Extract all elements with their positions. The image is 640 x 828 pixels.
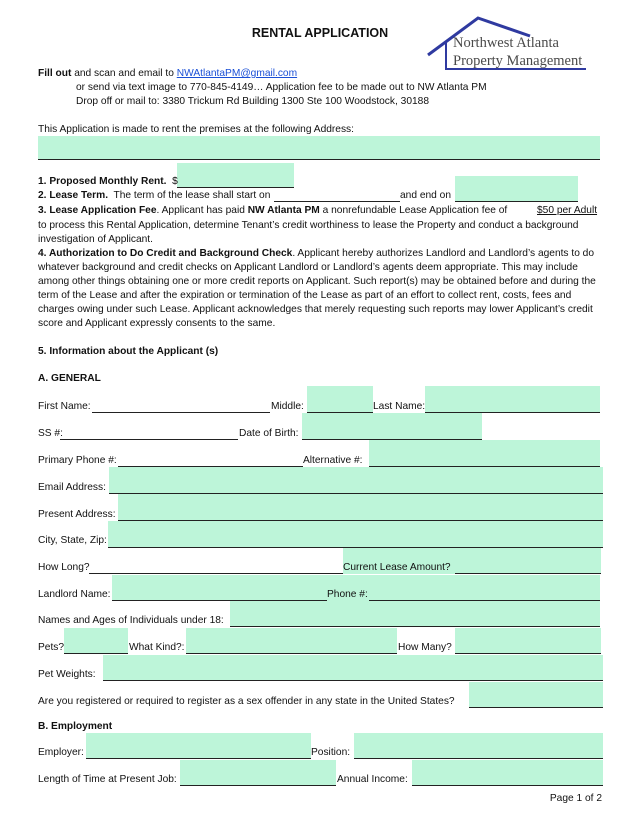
pets-label: Pets? [38,642,65,653]
address-underline [38,159,600,160]
company-name: NW Atlanta PM [247,205,320,216]
first-name-label: First Name: [38,401,91,412]
fill-out-label: Fill out [38,68,72,79]
address-field[interactable] [38,136,600,160]
sex-offender-field[interactable] [469,682,603,708]
page-title: RENTAL APPLICATION [251,26,389,40]
position-field[interactable] [354,733,603,759]
middle-name-field[interactable] [307,386,373,412]
pet-weights-underline [103,680,603,681]
middle-name-label: Middle: [271,401,304,412]
fee-amount: $50 per Adult [537,205,598,216]
pet-count-label: How Many? [398,642,452,653]
ss-label: SS #: [38,428,63,439]
primary-phone-label: Primary Phone #: [38,455,117,466]
email-field[interactable] [109,467,603,493]
current-lease-field[interactable] [455,573,601,574]
pet-weights-field[interactable] [103,655,603,681]
fee-text-2: a nonrefundable Lease Application fee of [319,205,508,216]
minors-underline [230,626,600,627]
pets-field[interactable] [64,628,128,654]
monthly-rent-field[interactable] [177,163,294,187]
pet-weights-label: Pet Weights: [38,669,96,680]
intro-text: and scan and email to [71,68,177,79]
minors-label: Names and Ages of Individuals under 18: [38,615,224,626]
general-heading [38,373,101,384]
section-1 [38,176,178,187]
city-state-zip-field[interactable] [108,521,603,547]
sex-offender-label: Are you registered or required to register as a sex offender in any state in the United States? [38,696,455,707]
annual-income-label: Annual Income: [337,774,408,785]
lease-end-underline [455,201,578,202]
dollar-sign: $ [172,176,178,187]
lease-end-field[interactable] [455,176,578,201]
authorization-text: . Applicant hereby authorizes Landlord and Landlord’s agents to do whatever background and credit checks on Applicant Landlord or Landlord’s agents deem appropriate. This may include among other things obtaining one or more credit reports on Applicant. Such report(s) may be obtained before and during the term of the Lease and after the expiration or termination of the Lease as part of an effort to collect rent, costs, fees and charges owing under such Lease. Applicant acknowledges that merely requesting such reports may lower Applicant’s credit score and Applicant expressly consents to the same. [38,248,596,330]
intro-line-2: or send via text image to 770-845-4149… Application fee to be made out to NW Atlanta PM [76,82,487,93]
first-name-field[interactable] [92,412,270,413]
landlord-phone-label: Phone #: [327,589,368,600]
how-long-label: How Long? [38,562,90,573]
page-number: Page 1 of 2 [549,793,602,804]
section-3 [38,205,507,216]
address-prompt: This Application is made to rent the premises at the following Address: [38,124,354,135]
last-name-label: Last Name: [373,401,426,412]
current-lease-label: Current Lease Amount? [343,562,451,573]
employment-heading-text: B. Employment [38,721,113,732]
job-length-label: Length of Time at Present Job: [38,774,177,785]
lease-end-label: and end on [400,190,451,201]
pet-kind-underline [186,653,397,654]
section-4 [38,247,604,332]
sex-offender-underline [469,707,603,708]
applicant-info-label: 5. Information about the Applicant (s) [38,346,219,357]
section-5 [38,346,218,357]
position-label: Position: [311,747,351,758]
minors-field[interactable] [230,601,600,627]
fee-text: . Applicant has paid [156,205,248,216]
dob-label: Date of Birth: [239,428,299,439]
pet-count-field[interactable] [455,628,601,654]
present-address-field[interactable] [118,494,603,520]
last-name-field[interactable] [425,386,600,412]
employment-heading [38,721,112,732]
income-underline [412,785,603,786]
intro-line-3: Drop off or mail to: 3380 Trickum Rd Building 1300 Ste 100 Woodstock, 30188 [76,96,429,107]
present-address-label: Present Address: [38,509,116,520]
section-2 [38,190,270,201]
email-label: Email Address: [38,482,106,493]
email-link[interactable]: NWAtlantaPM@gmail.com [176,68,298,79]
annual-income-field[interactable] [412,760,603,786]
fee-label: 3. Lease Application Fee [38,205,157,216]
rent-label: 1. Proposed Monthly Rent. [38,176,167,187]
pet-count-underline [455,653,601,654]
position-underline [354,758,603,759]
lease-term-text: The term of the lease shall start on [113,190,271,201]
alt-phone-label: Alternative #: [303,455,363,466]
job-length-field[interactable] [180,760,336,786]
logo-text-line1: Northwest Atlanta [453,35,559,51]
city-state-zip-label: City, State, Zip: [38,535,107,546]
general-heading-text: A. GENERAL [38,373,101,384]
authorization-label: 4. Authorization to Do Credit and Background Check [38,248,293,259]
intro-line-1 [38,68,297,79]
job-length-underline [180,785,336,786]
lease-term-label: 2. Lease Term. [38,190,109,201]
fee-continuation: to process this Rental Application, determine Tenant’s credit worthiness to lease the Property and conduct a background investigation of Applicant. [38,220,579,246]
rent-underline [177,187,294,188]
employer-label: Employer: [38,747,84,758]
landlord-name-label: Landlord Name: [38,589,111,600]
employer-field[interactable] [86,733,311,759]
logo-text-line2: Property Management [453,53,583,69]
alt-phone-field[interactable] [369,440,600,466]
pets-underline [64,653,128,654]
employer-underline [86,758,311,759]
pet-kind-field[interactable] [186,628,397,654]
lease-start-field[interactable] [274,201,400,202]
pet-kind-label: What Kind?: [129,642,185,653]
ss-field[interactable] [60,439,238,440]
how-long-line[interactable] [89,573,343,574]
dob-field[interactable] [302,413,482,439]
